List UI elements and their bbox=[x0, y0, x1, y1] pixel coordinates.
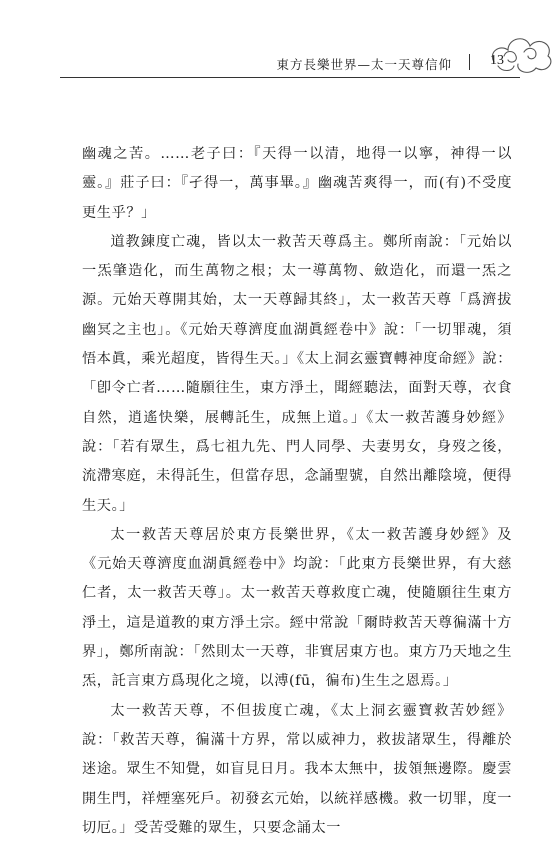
page-number: 13 bbox=[490, 53, 504, 68]
paragraph-3: 太一救苦天尊居於東方長樂世界，《太一救苦護身妙經》及《元始天尊濟度血湖眞經卷中》均說：「此東方長樂世界，有大慈仁者，太一救苦天尊」。太一救苦天尊救度亡魂，使隨願往生東方淨土，這是道教的東方淨土宗。經中常說「爾時救苦天尊徧滿十方界」，鄭所南說：「然則太一天尊，非實居東方也。東方乃天地之生炁，託言東方爲現化之境，以溥(fū，徧布)生生之恩焉。」 bbox=[82, 526, 512, 690]
paragraph-2: 道教鍊度亡魂，皆以太一救苦天尊爲主。鄭所南說：「元始以一炁肇造化，而生萬物之根；太一導萬物、斂造化，而還一炁之源。元始天尊開其始，太一天尊歸其終」，太一救苦天尊「爲濟拔幽冥之主也」。《元始天尊濟度血湖眞經卷中》說：「一切罪魂，須悟本眞，乘光超度，皆得生天。」《太上洞玄靈寶轉神度命經》說：「卽令亡者……隨願往生，東方淨土，聞經聽法，面對天尊，衣食自然，逍遙快樂，展轉託生，成無上道。」《太一救苦護身妙經》說：「若有眾生，爲七祖九先、門人同學、夫妻男女，身歿之後，流滯寒庭，未得託生，但當存思，念誦聖號，自然出離陰境，便得生天。」 bbox=[82, 233, 512, 514]
paragraph-4: 太一救苦天尊，不但拔度亡魂，《太上洞玄靈寶救苦妙經》說：「救苦天尊，徧滿十方界，常以威神力，救拔諸眾生，得離於迷途。眾生不知覺，如盲見日月。我本太無中，拔領無邊際。慶雲開生門，祥煙塞死戶。初發玄元始，以統祥感機。救一切罪，度一切厄。」受苦受難的眾生，只要念誦太一 bbox=[82, 702, 512, 836]
body-text bbox=[82, 140, 512, 843]
running-title: 東方長樂世界—太一天尊信仰 bbox=[276, 57, 452, 72]
cloud-ornament-icon bbox=[486, 22, 556, 82]
running-header bbox=[60, 50, 520, 78]
paragraph-1: 幽魂之苦。……老子曰：『天得一以清，地得一以寧，神得一以靈。』莊子曰：『孑得一，萬事畢。』幽魂苦爽得一，而(有)不受度更生乎？」 bbox=[82, 146, 512, 221]
header-separator bbox=[469, 54, 470, 70]
header-rule bbox=[60, 77, 520, 78]
